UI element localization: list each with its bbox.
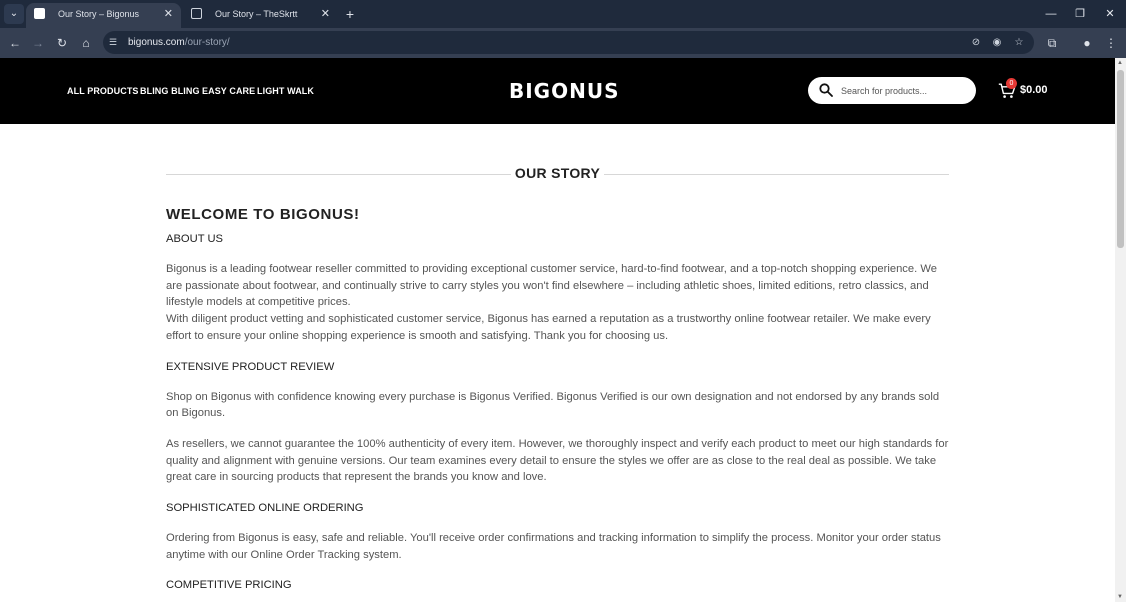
about-paragraph: With diligent product vetting and sophisticated customer service, Bigonus has earned a reputation as a trustworthy online footwear retailer. We make every effort to ensure your online shopping experience is smooth and satisfying. Thank you for choosing us. [166, 313, 931, 342]
search-input[interactable] [841, 83, 967, 98]
nav-all-products[interactable]: ALL PRODUCTS [67, 86, 139, 96]
search-icon[interactable] [819, 83, 833, 97]
review-paragraph: Shop on Bigonus with confidence knowing every purchase is Bigonus Verified. Bigonus Verified is our own designation and not endorsed by any brands sold on Bigonus. [166, 390, 940, 420]
close-tab-icon[interactable]: ✕ [320, 8, 330, 20]
cart-total: $0.00 [1020, 84, 1048, 96]
pricing-heading: COMPETITIVE PRICING [166, 579, 292, 592]
browser-tab-bar [0, 0, 1126, 28]
extensions-button[interactable] [1043, 34, 1061, 52]
cart-button[interactable] [998, 80, 1058, 104]
about-heading: ABOUT US [166, 233, 223, 245]
tab-title: Our Story – Bigonus [58, 9, 140, 19]
site-info-icon[interactable]: ☰ [109, 37, 118, 47]
back-button[interactable] [6, 34, 24, 52]
browser-tab-active[interactable] [26, 3, 181, 28]
url-domain: bigonus.com [128, 37, 185, 48]
browser-toolbar [0, 28, 1126, 58]
reload-icon: ↻ [56, 36, 68, 50]
more-vertical-icon: ⋮ [1105, 36, 1117, 50]
review-paragraph: As resellers, we cannot guarantee the 100% authenticity of every item. However, we thoroughly inspect and verify each product to meet our high standards for quality and alignment with genuine versions. Our team examines every detail to ensure the styles we offer are as close to the real deal as possible. We take great care in sourcing products that represent the brands you know and love. [166, 437, 949, 484]
restore-icon: ❐ [1075, 8, 1085, 20]
scrollbar-thumb[interactable] [1117, 70, 1124, 248]
forward-button[interactable] [29, 34, 47, 52]
ordering-heading: SOPHISTICATED ONLINE ORDERING [166, 502, 364, 515]
welcome-heading: WELCOME TO BIGONUS! [166, 206, 360, 223]
eye-off-icon[interactable]: ◉ [992, 37, 1002, 48]
story-content [166, 205, 949, 593]
cart-count-badge: 0 [1006, 78, 1017, 89]
ordering-paragraph: Ordering from Bigonus is easy, safe and reliable. You'll receive order confirmations and tracking information to simplify the process. Monitor your order status anytime with our Online Order Tracking system. [166, 532, 941, 561]
site-header [0, 58, 1115, 124]
arrow-left-icon: ← [9, 36, 21, 50]
chevron-down-icon: ⌄ [9, 8, 19, 19]
minimize-button[interactable] [1040, 4, 1062, 24]
divider [604, 174, 949, 175]
nav-bling-bling[interactable]: BLING BLING [140, 86, 200, 96]
tab-search-button[interactable] [4, 4, 24, 24]
puzzle-icon: ⧉ [1047, 36, 1057, 50]
site-favicon-icon [191, 8, 202, 19]
profile-button[interactable] [1078, 34, 1096, 52]
review-heading: EXTENSIVE PRODUCT REVIEW [166, 360, 335, 373]
divider [166, 174, 511, 175]
close-tab-icon[interactable]: ✕ [163, 8, 173, 20]
site-favicon-icon [34, 8, 45, 19]
plus-icon: + [345, 6, 355, 22]
page-title-row [166, 165, 949, 183]
nav-light-walk[interactable]: LIGHT WALK [257, 86, 314, 96]
scroll-up-icon[interactable]: ▲ [1117, 60, 1123, 66]
url-path: /our-story/ [184, 37, 230, 48]
home-button[interactable] [77, 34, 95, 52]
about-paragraph: Bigonus is a leading footwear reseller committed to providing exceptional customer service, hard-to-find footwear, and a top-notch shopping experience. We are passionate about footwear, and continually strive to carry styles you won't find elsewhere – including athletic shoes, limited editions, retro classics, and lifestyle models at competitive prices. [166, 263, 937, 309]
address-bar[interactable] [103, 31, 1034, 54]
arrow-right-icon: → [32, 36, 44, 50]
site-logo[interactable]: BIGONUS [509, 79, 620, 103]
profile-icon: ● [1083, 36, 1091, 50]
close-window-button[interactable] [1099, 4, 1121, 24]
new-tab-button[interactable] [343, 4, 357, 24]
reload-button[interactable] [53, 34, 71, 52]
star-icon[interactable]: ☆ [1014, 37, 1024, 48]
page-scrollbar[interactable] [1115, 58, 1126, 602]
close-icon: ✕ [1105, 8, 1115, 20]
browser-tab[interactable] [183, 3, 338, 28]
restore-button[interactable] [1069, 4, 1091, 24]
tracking-off-icon[interactable]: ⊘ [971, 37, 981, 48]
nav-easy-care[interactable]: EASY CARE [202, 86, 256, 96]
browser-menu-button[interactable] [1102, 34, 1120, 52]
tab-title: Our Story – TheSkrtt [215, 9, 298, 19]
page-title: OUR STORY [514, 165, 601, 181]
scroll-down-icon[interactable]: ▼ [1117, 594, 1123, 600]
minimize-icon: — [1045, 8, 1057, 20]
product-search [808, 77, 976, 104]
home-icon: ⌂ [82, 36, 90, 50]
url-text[interactable] [128, 31, 230, 54]
